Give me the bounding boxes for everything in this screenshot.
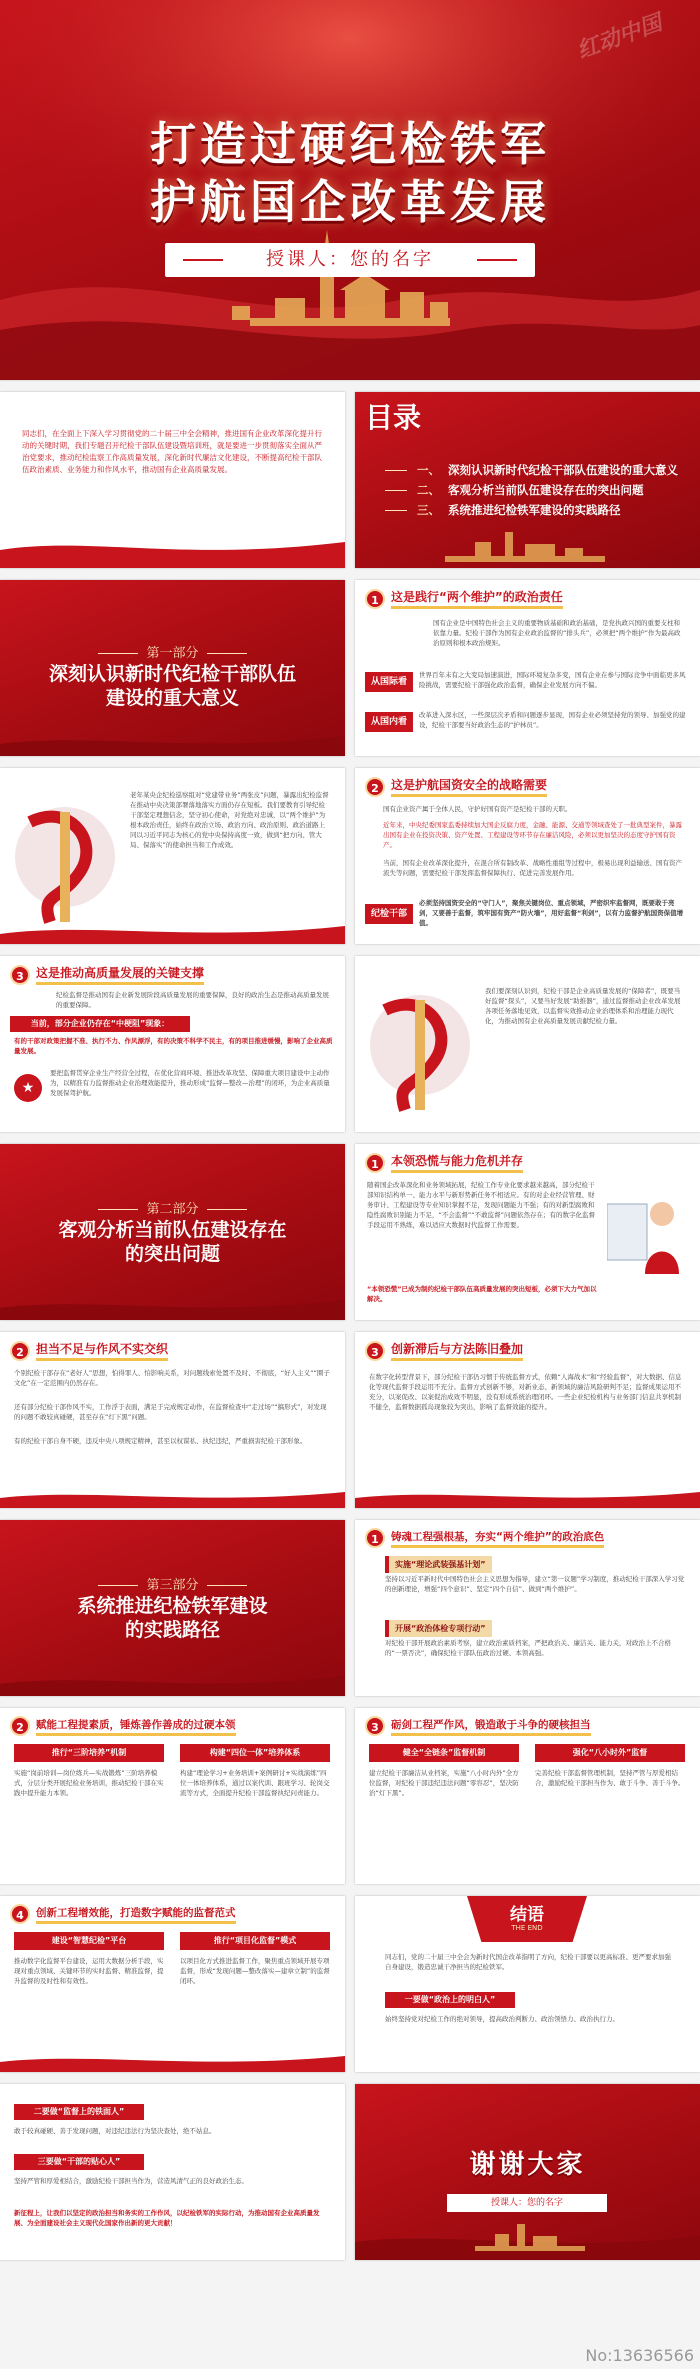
- p3-s2-number: 2: [10, 1716, 30, 1736]
- p3-s3-col1-tag: 健全“全链条”监督机制: [369, 1744, 519, 1762]
- part1-title-l2: 建设的重大意义: [105, 687, 239, 709]
- p2-s3-number: 3: [365, 1341, 385, 1361]
- closing-text-slide: [0, 2084, 345, 2260]
- p3-s1-number: 1: [365, 1528, 385, 1548]
- part2-slide: [0, 1144, 345, 1320]
- star-icon: ★: [14, 1074, 42, 1102]
- p1-s1-text1: 世界百年未有之大变局加速演进，国际环境复杂多变，国有企业在参与国际竞争中面临更多风险挑战，需要纪检干部强化政治监督，确保企业发展方向不偏。: [419, 671, 686, 689]
- toc-item-1-num: 一、: [417, 463, 440, 477]
- p1-s3-intro: 纪检监督是推动国有企业新发展阶段高质量发展的重要保障，良好的政治生态是推动高质量发展的重要保障。: [56, 991, 329, 1009]
- part3-slide: [0, 1520, 345, 1696]
- p3-s3-col2-tag: 强化“八小时外”监督: [535, 1744, 685, 1762]
- ending-title: 结语: [510, 1905, 544, 1925]
- p2-s1-text: 随着国企改革深化和业务领域拓展，纪检工作专业化要求越来越高，部分纪检干部知识结构单一、能力水平与新形势新任务不相适应。有的对企业经营管理、财务审计、工程建设等专业知识掌握不足，发现问题能力不强；有的对新型腐败和隐性腐败识别能力不足，“不会监督”“不敢监督”问题依然存在；有的数字化监督手段运用不熟练，难以适应大数据时代监督工作需要。: [367, 1181, 595, 1229]
- p3-s2-slide: [0, 1708, 345, 1884]
- p1-s2-slide: [355, 768, 700, 944]
- p1-s2-left-slide: [0, 768, 345, 944]
- p2-s3-wave: [355, 1484, 700, 1508]
- p2-s3-header: [365, 1340, 523, 1361]
- p1-s2-number: 2: [365, 777, 385, 797]
- hero-lecturer: 授课人：您的名字: [165, 243, 535, 277]
- person-icon: [607, 1184, 687, 1284]
- p3-s4-wave: [0, 2048, 345, 2072]
- p3-s1-tag2: 开展“政治体检专项行动”: [385, 1620, 492, 1637]
- closing-text1: 敢于较真碰硬、善于发现问题，对违纪违法行为坚决查处，绝不姑息。: [14, 2127, 216, 2135]
- p1-s3-tag: 当前，部分企业仍存在“中梗阻”现象：: [10, 1016, 190, 1032]
- p1-s1-tag1: 从国际看: [365, 672, 413, 692]
- intro-text: 同志们，在全面上下深入学习贯彻党的二十届三中全会精神，推进国有企业改革深化提升行动的关键时期，我们专题召开纪检干部队伍建设暨培训班，就是要进一步贯彻落实全面从严治党要求，推动纪检监察工作高质量发展，深化新时代廉洁文化建设，不断提高纪检干部队伍政治素质、业务能力和作风水平，推动国有企业高质量发展。: [22, 429, 322, 474]
- closing-tag1: 二要做“监督上的铁面人”: [14, 2104, 144, 2120]
- p3-s1-title: 铸魂工程强根基，夯实“两个维护”的政治底色: [391, 1529, 604, 1548]
- p3-s2-header: [10, 1716, 236, 1736]
- p1-s2-header: [365, 776, 547, 797]
- toc-item-2-label: 客观分析当前队伍建设存在的突出问题: [448, 483, 644, 497]
- p1-s3-slide: [0, 956, 345, 1132]
- part1-wave: [0, 726, 345, 756]
- p1-s3-right-ribbon: [365, 970, 475, 1120]
- part3-wave: [0, 1666, 345, 1696]
- hero-title-line1: 打造过硬纪检铁军: [150, 117, 550, 171]
- p3-s4-number: 4: [10, 1904, 30, 1924]
- part1-label: 第一部分: [0, 642, 345, 661]
- p1-s2-text: 当前，国有企业改革深化提升，在混合所有制改革、战略性重组等过程中，极易出现利益输送、国有资产流失等问题，需要纪检干部发挥监督保障执行、促进完善发展作用。: [383, 859, 682, 877]
- p2-s2-title: 担当不足与作风不实交织: [36, 1340, 168, 1361]
- p1-s2-title: 这是护航国资安全的战略需要: [391, 776, 547, 797]
- intro-slide: [0, 392, 345, 568]
- closing-text2: 坚持严管和厚爱相结合，激励纪检干部担当作为，营造风清气正的良好政治生态。: [14, 2177, 248, 2185]
- p2-s3-title: 创新滞后与方法陈旧叠加: [391, 1340, 523, 1361]
- p3-s1-text2: 对纪检干部开展政治素质考察，建立政治素质档案，严把政治关、廉洁关、能力关，对政治上不合格的“一票否决”，确保纪检干部队伍政治过硬、本领高强。: [385, 1639, 671, 1657]
- p3-s4-header: [10, 1904, 236, 1924]
- hero-title-line2: 护航国企改革发展: [150, 175, 550, 229]
- image-number: No:13636566: [585, 2346, 694, 2365]
- p2-s1-header: [365, 1152, 523, 1173]
- p1-s3-right-text: 我们要深刻认识到，纪检干部是企业高质量发展的“保障者”，既要当好监督“探头”，又要当好发展“助推器”，通过监督推动企业改革发展各项任务落地见效，以监督实效推动企业治理体系和治理能力现代化，为推动国有企业高质量发展贡献纪检力量。: [485, 987, 681, 1025]
- p1-s3-header: [10, 964, 204, 985]
- watermark: 红动中国: [574, 10, 666, 65]
- p3-s3-col2-text: 完善纪检干部监督管理机制，坚持严管与厚爱相结合，激励纪检干部担当作为、敢于斗争、善于斗争。: [535, 1769, 685, 1787]
- p1-s2-left-text: 老年某央企纪检巡察组对“党建带业务”两张皮”问题，暴露出纪检监督在推动中央决策部署落地落实方面仍存在短板。我们要教育引导纪检干部坚定理想信念，坚守初心使命，对党绝对忠诚，以“两个维护”为根本政治责任，始终在政治立场、政治方向、政治原则、政治道路上同以习近平同志为核心的党中央保持高度一致，做到“把方向、管大局、保落实”的使命担当和工作成效。: [130, 791, 329, 849]
- p3-s4-text1: 推动数字化监督平台建设，运用大数据分析手段，实现对重点领域、关键环节的实时监督、精准监督，提升监督的及时性和有效性。: [14, 1957, 164, 1985]
- p3-s1-text1: 坚持以习近平新时代中国特色社会主义思想为指导，建立“第一议题”学习制度，推动纪检干部深入学习党的创新理论，增强“四个意识”、坚定“四个自信”、做到“两个维护”。: [385, 1575, 685, 1593]
- ending-tag: 一要做“政治上的明白人”: [385, 1992, 515, 2008]
- part3-title-l2: 的实践路径: [124, 1619, 220, 1641]
- p1-s2-left-ribbon: [10, 782, 120, 932]
- toc-slide: [355, 392, 700, 568]
- toc-item-1[interactable]: [385, 462, 678, 478]
- p1-s2-tag-text: 必须坚持国资安全的“守门人”，聚焦关键岗位、重点领域，严密织牢监督网，既要敢于亮剑，又要善于监督，筑牢国有资产“防火墙”，用好监督“利剑”，以有力监督护航国资保值增值。: [419, 899, 684, 927]
- p2-s2-text3: 有的纪检干部自身不硬，违反中央八项规定精神，甚至以权谋私、执纪违纪，严重损害纪检干部形象。: [14, 1437, 307, 1445]
- closing-tag2: 三要做“干部的贴心人”: [14, 2154, 144, 2170]
- p1-s3-right-slide: [355, 956, 700, 1132]
- p3-s3-col1-text: 建立纪检干部廉洁从业档案，实施“八小时内外”全方位监督，对纪检干部违纪违法问题“零容忍”，坚决防治“灯下黑”。: [369, 1769, 519, 1797]
- p2-s1-quote: “本领恐慌”已成为制约纪检干部队伍高质量发展的突出短板，必须下大力气加以解决。: [367, 1285, 597, 1303]
- toc-item-2[interactable]: [385, 482, 644, 498]
- p1-s3-bold: 有的干部对政策把握不准、执行不力、作风漂浮，有的决策不科学不民主，有的项目推进缓慢，影响了企业高质量发展。: [14, 1037, 333, 1055]
- p1-s1-title: 这是践行“两个维护”的政治责任: [391, 588, 563, 609]
- p3-s3-title: 砺剑工程严作风，锻造敢于斗争的硬核担当: [391, 1717, 591, 1736]
- p1-s1-slide: [355, 580, 700, 756]
- p1-s1-text2: 改革进入深水区，一些深层次矛盾和问题逐步显现，国有企业必须坚持党的领导、加强党的建设，纪检干部要当好政治生态的“护林员”。: [419, 711, 686, 729]
- p2-s2-text2: 还有部分纪检干部作风不实，工作浮于表面，满足于完成规定动作，在监督检查中“走过场”“搞形式”，对发现的问题不敢较真碰硬，甚至存在“灯下黑”问题。: [14, 1403, 327, 1421]
- thanks-title: 谢谢大家: [469, 2150, 586, 2180]
- part1-title-l1: 深刻认识新时代纪检干部队伍: [48, 663, 296, 685]
- p1-s1-header: [365, 588, 563, 609]
- p3-s4-text2: 以项目化方式推进监督工作，聚焦重点领域开展专项监督，形成“发现问题—整改落实—建章立制”的监督闭环。: [180, 1957, 330, 1985]
- p1-s2-text-red: 近年来，中央纪委国家监委持续加大国企反腐力度，金融、能源、交通等领域查处了一批典型案件，暴露出国有企业在投资决策、资产处置、工程建设等环节存在廉洁风险，必须以更加坚决的态度守护国有资产。: [383, 821, 682, 849]
- p3-s3-header: [365, 1716, 591, 1736]
- p1-s3-text: 要把监督贯穿企业生产经营全过程，在优化营商环境、推进改革攻坚、保障重大项目建设中主动作为，以精准有力监督推动企业治理效能提升，推动形成“监督—整改—治理”的闭环，为企业高质量发展保驾护航。: [50, 1069, 330, 1097]
- p3-s1-header: [365, 1528, 604, 1548]
- p3-s3-slide: [355, 1708, 700, 1884]
- toc-item-3[interactable]: [385, 502, 621, 518]
- ending-subtitle: THE END: [511, 1924, 543, 1932]
- closing-final: 新征程上，让我们以坚定的政治担当和务实的工作作风，以纪检铁军的实际行动，为推动国有企业高质量发展、为全面建设社会主义现代化国家作出新的更大贡献！: [14, 2209, 320, 2227]
- part1-slide: [0, 580, 345, 756]
- thanks-slide: [355, 2084, 700, 2260]
- toc-item-1-label: 深刻认识新时代纪检干部队伍建设的重大意义: [448, 463, 678, 477]
- part2-wave: [0, 1290, 345, 1320]
- part2-title-l1: 客观分析当前队伍建设存在: [58, 1219, 287, 1241]
- p3-s1-slide: [355, 1520, 700, 1696]
- p1-s2-tag: 纪检干部: [365, 904, 413, 924]
- toc-item-3-num: 三、: [417, 503, 440, 517]
- p1-s3-title: 这是推动高质量发展的关键支撑: [36, 964, 204, 985]
- part2-title-l2: 的突出问题: [124, 1243, 220, 1265]
- p1-s2-sub: 国有企业资产属于全体人民，守护好国有资产是纪检干部的天职。: [383, 805, 572, 813]
- p2-s1-slide: [355, 1144, 700, 1320]
- p2-s2-slide: [0, 1332, 345, 1508]
- p3-s2-col2-tag: 构建“四位一体”培养体系: [180, 1744, 330, 1762]
- p2-s1-number: 1: [365, 1153, 385, 1173]
- p3-s2-col2-text: 构建“理论学习+业务培训+案例研讨+实战演练”四位一体培养体系，通过以案代训、跟班学习、轮岗交流等方式，全面提升纪检干部监督执纪问责能力。: [180, 1769, 330, 1797]
- p2-s3-text: 在数字化转型背景下，部分纪检干部仍习惯于传统监督方式，依赖“人海战术”和“经验监督”，对大数据、信息化等现代监督手段运用不充分。监督方式创新不够，对新业态、新领域的廉洁风险研判不足；监督成果运用不充分，以案促改、以案促治成效不明显，没有形成系统治理闭环。一些企业纪检机构与业务部门信息共享机制不健全，监督数据孤岛现象较为突出，影响了监督效能的提升。: [369, 1373, 682, 1411]
- p1-s3-number: 3: [10, 965, 30, 985]
- p3-s4-tag2: 推行“项目化监督”模式: [180, 1932, 330, 1950]
- p3-s4-title: 创新工程增效能，打造数字赋能的监督范式: [36, 1905, 236, 1924]
- p2-s2-wave: [0, 1484, 345, 1508]
- p3-s2-title: 赋能工程提素质，锤炼善作善成的过硬本领: [36, 1717, 236, 1736]
- p2-s2-header: [10, 1340, 168, 1361]
- toc-item-2-num: 二、: [417, 483, 440, 497]
- p2-s1-title: 本领恐慌与能力危机并存: [391, 1152, 523, 1173]
- ending-tag-text: 始终坚持党对纪检工作的绝对领导，提高政治判断力、政治领悟力、政治执行力。: [385, 2015, 619, 2023]
- p1-s1-tag2: 从国内看: [365, 712, 413, 732]
- toc-skyline: [355, 528, 700, 568]
- toc-item-3-label: 系统推进纪检铁军建设的实践路径: [448, 503, 621, 517]
- part3-title-l1: 系统推进纪检铁军建设: [77, 1595, 268, 1617]
- part3-label: 第三部分: [0, 1574, 345, 1593]
- part2-label: 第二部分: [0, 1198, 345, 1217]
- ending-slide: [355, 1896, 700, 2072]
- ending-text: 同志们，党的二十届三中全会为新时代国企改革指明了方向，纪检干部要以更高标准、更严要求加强自身建设，锻造忠诚干净担当的纪检铁军。: [385, 1953, 671, 1971]
- p3-s4-tag1: 建设“智慧纪检”平台: [14, 1932, 164, 1950]
- p3-s3-number: 3: [365, 1716, 385, 1736]
- p3-s1-tag1: 实施“理论武装强基计划”: [385, 1556, 492, 1573]
- p2-s3-slide: [355, 1332, 700, 1508]
- p3-s2-col1-tag: 推行“三阶培养”机制: [14, 1744, 164, 1762]
- p2-s2-text: 个别纪检干部存在“老好人”思想，怕得罪人、怕影响关系，对问题线索处置不及时、不彻底，“好人主义”“圈子文化”在一定范围内仍然存在。: [14, 1369, 330, 1387]
- toc-title: 目录: [365, 401, 422, 434]
- hero-slide: [0, 0, 700, 380]
- p1-s1-intro: 国有企业是中国特色社会主义的重要物质基础和政治基础，是党执政兴国的重要支柱和依靠力量。纪检干部作为国有企业政治监督的“排头兵”，必须把“两个维护”作为最高政治原则和根本政治规矩。: [433, 619, 681, 647]
- thanks-skyline: [355, 2220, 700, 2260]
- p1-s2-left-wave: [0, 914, 345, 944]
- p3-s2-col1-text: 实施“岗前培训—岗位练兵—实战锻炼”三阶培养模式，分层分类开展纪检业务培训，推动纪检干部在实践中提升能力本领。: [14, 1769, 164, 1797]
- thanks-lecturer: 授课人：您的名字: [447, 2194, 607, 2212]
- p3-s4-slide: [0, 1896, 345, 2072]
- intro-wave: [0, 528, 345, 568]
- p1-s1-number: 1: [365, 589, 385, 609]
- p2-s2-number: 2: [10, 1341, 30, 1361]
